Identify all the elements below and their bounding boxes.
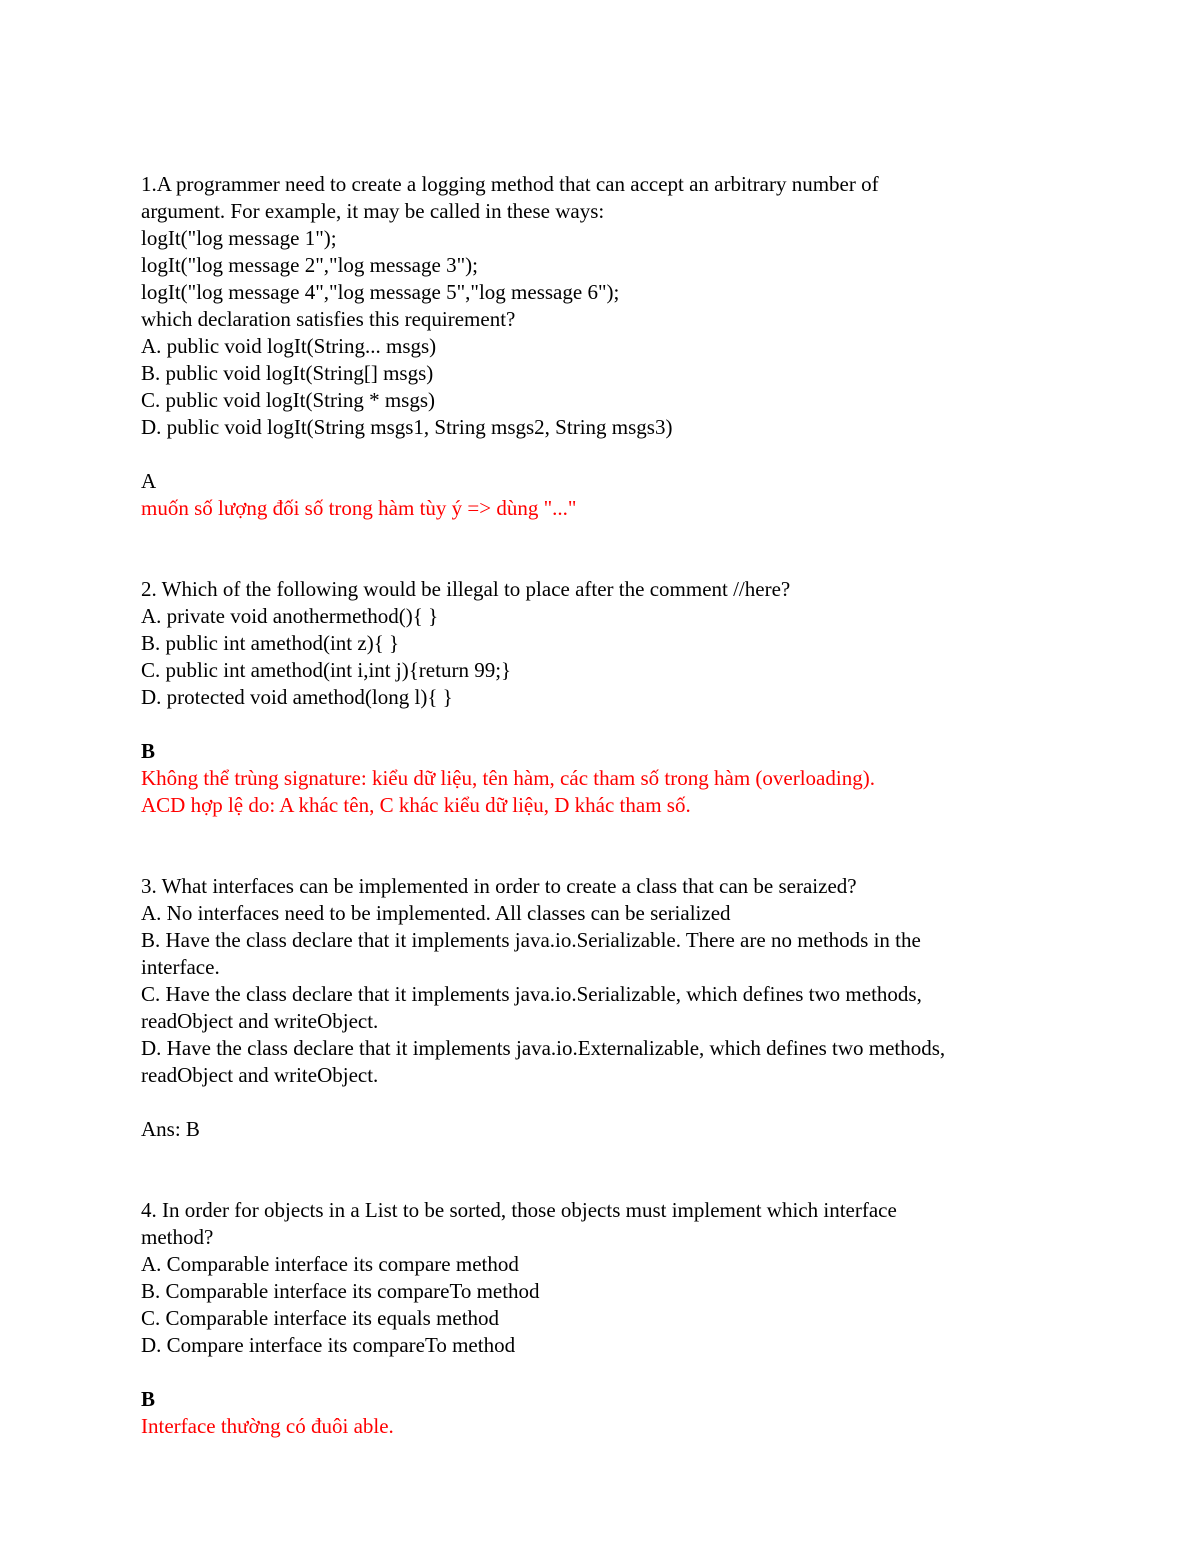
spacer [141, 1143, 1080, 1170]
question-2-note-2: ACD hợp lệ do: A khác tên, C khác kiểu dữ liệu, D khác tham số. [141, 793, 691, 817]
question-1-answer: A [141, 469, 157, 493]
question-1-option-a: A. public void logIt(String... msgs) [141, 334, 437, 358]
question-4-option-d: D. Compare interface its compareTo method [141, 1333, 516, 1357]
question-4 [141, 1197, 1080, 1440]
question-3-text: 3. What interfaces can be implemented in order to create a class that can be seraized? [141, 874, 857, 898]
question-1-prompt: which declaration satisfies this requirement? [141, 307, 516, 331]
question-2-note-1: Không thể trùng signature: kiểu dữ liệu, tên hàm, các tham số trong hàm (overloading). [141, 766, 875, 790]
question-2-text: 2. Which of the following would be illegal to place after the comment //here? [141, 577, 791, 601]
question-4-note: Interface thường có đuôi able. [141, 1414, 394, 1438]
spacer [141, 1359, 1080, 1386]
question-3 [141, 873, 1080, 1143]
spacer [141, 441, 1080, 468]
question-4-option-b: B. Comparable interface its compareTo method [141, 1279, 540, 1303]
spacer [141, 819, 1080, 846]
question-2-option-b: B. public int amethod(int z){ } [141, 631, 400, 655]
question-3-option-b-line-1: B. Have the class declare that it implements java.io.Serializable. There are no methods in the [141, 928, 921, 952]
question-2-option-c: C. public int amethod(int i,int j){return 99;} [141, 658, 512, 682]
question-1-code-line-1: logIt("log message 1"); [141, 226, 337, 250]
question-3-answer: Ans: B [141, 1117, 200, 1141]
spacer [141, 549, 1080, 576]
spacer [141, 846, 1080, 873]
question-4-text-line-2: method? [141, 1225, 214, 1249]
question-1-option-b: B. public void logIt(String[] msgs) [141, 361, 434, 385]
question-4-answer: B [141, 1387, 156, 1411]
question-3-option-c-line-2: readObject and writeObject. [141, 1009, 379, 1033]
question-3-option-b-line-2: interface. [141, 955, 220, 979]
spacer [141, 1170, 1080, 1197]
question-3-option-c-line-1: C. Have the class declare that it implements java.io.Serializable, which defines two methods, [141, 982, 922, 1006]
question-2 [141, 576, 1080, 819]
question-3-option-d-line-2: readObject and writeObject. [141, 1063, 379, 1087]
question-1-text-line-1: 1.A programmer need to create a logging method that can accept an arbitrary number of [141, 172, 879, 196]
question-1-text-line-2: argument. For example, it may be called in these ways: [141, 199, 605, 223]
question-2-option-d: D. protected void amethod(long l){ } [141, 685, 453, 709]
question-1-option-c: C. public void logIt(String * msgs) [141, 388, 435, 412]
spacer [141, 522, 1080, 549]
question-4-text-line-1: 4. In order for objects in a List to be sorted, those objects must implement which interface [141, 1198, 897, 1222]
question-1-note: muốn số lượng đối số trong hàm tùy ý => dùng "..." [141, 496, 577, 520]
question-3-option-a: A. No interfaces need to be implemented. All classes can be serialized [141, 901, 731, 925]
question-1-option-d: D. public void logIt(String msgs1, String msgs2, String msgs3) [141, 415, 673, 439]
question-4-option-c: C. Comparable interface its equals method [141, 1306, 500, 1330]
spacer [141, 711, 1080, 738]
question-1-code-line-3: logIt("log message 4","log message 5","log message 6"); [141, 280, 620, 304]
question-1 [141, 171, 1080, 522]
spacer [141, 1089, 1080, 1116]
question-1-code-line-2: logIt("log message 2","log message 3"); [141, 253, 478, 277]
question-3-option-d-line-1: D. Have the class declare that it implements java.io.Externalizable, which defines two methods, [141, 1036, 946, 1060]
question-2-option-a: A. private void anothermethod(){ } [141, 604, 439, 628]
question-2-answer: B [141, 739, 156, 763]
question-4-option-a: A. Comparable interface its compare method [141, 1252, 519, 1276]
